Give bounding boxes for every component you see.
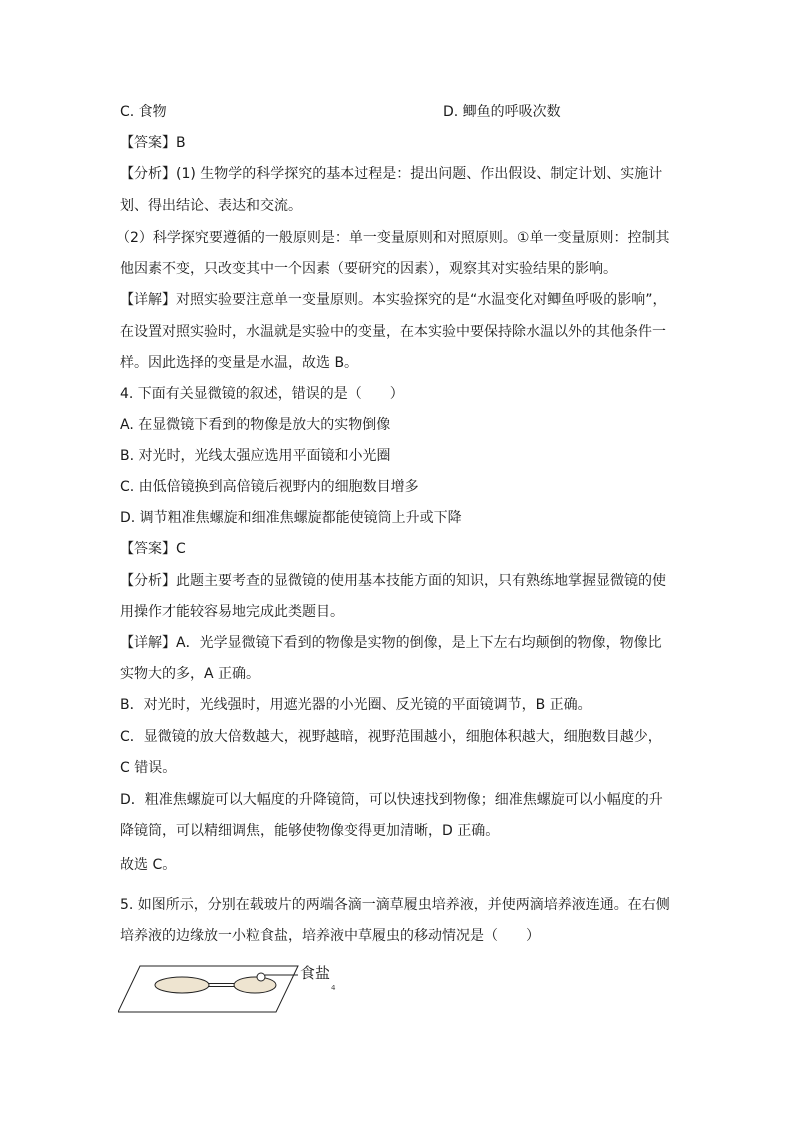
q4-option-b: B. 对光时，光线太强应选用平面镜和小光圈 bbox=[120, 448, 391, 464]
q4-detail-line-5: C 错误。 bbox=[120, 760, 177, 776]
q4-detail-line-4: C．显微镜的放大倍数越大，视野越暗，视野范围越小，细胞体积越大，细胞数目越少， bbox=[120, 729, 662, 745]
q4-conclusion: 故选 C。 bbox=[120, 857, 177, 873]
figure-mark: 4 bbox=[331, 984, 336, 992]
q5-stem-line-2: 培养液的边缘放一小粒食盐，培养液中草履虫的移动情况是（ ） bbox=[120, 928, 540, 944]
q3-analysis-line-1: 【分析】(1) 生物学的科学探究的基本过程是：提出问题、作出假设、制定计划、实施计 bbox=[120, 166, 663, 182]
q4-detail-line-7: 降镜筒，可以精细调焦，能够使物像变得更加清晰，D 正确。 bbox=[120, 823, 500, 839]
q3-answer: 【答案】B bbox=[120, 135, 186, 151]
q4-analysis-line-1: 【分析】此题主要考查的显微镜的使用基本技能方面的知识，只有熟练地掌握显微镜的使 bbox=[120, 573, 666, 589]
q4-detail-line-1: 【详解】A．光学显微镜下看到的物像是实物的倒像，是上下左右均颠倒的物像，物像比 bbox=[120, 635, 662, 651]
q4-stem: 4. 下面有关显微镜的叙述，错误的是（ ） bbox=[120, 386, 404, 402]
q4-option-d: D. 调节粗准焦螺旋和细准焦螺旋都能使镜筒上升或下降 bbox=[120, 510, 462, 526]
q4-option-c: C. 由低倍镜换到高倍镜后视野内的细胞数目增多 bbox=[120, 479, 419, 495]
q4-detail-line-3: B．对光时，光线强时，用遮光器的小光圈、反光镜的平面镜调节，B 正确。 bbox=[120, 697, 592, 713]
left-culture-drop bbox=[155, 977, 209, 993]
q3-analysis-line-2: 划、得出结论、表达和交流。 bbox=[120, 198, 302, 214]
q5-stem-line-1: 5. 如图所示，分别在载玻片的两端各滴一滴草履虫培养液，并使两滴培养液连通。在右侧 bbox=[120, 897, 670, 913]
q3-detail-line-2: 在设置对照实验时，水温就是实验中的变量，在本实验中要保持除水温以外的其他条件一 bbox=[120, 324, 666, 340]
q3-detail-line-1: 【详解】对照实验要注意单一变量原则。本实验探究的是“水温变化对鲫鱼呼吸的影响”， bbox=[120, 292, 667, 308]
salt-grain bbox=[257, 973, 265, 981]
q4-option-a: A. 在显微镜下看到的物像是放大的实物倒像 bbox=[120, 417, 391, 433]
q4-answer: 【答案】C bbox=[120, 541, 186, 557]
q3-option-c: C. 食物 bbox=[120, 104, 167, 120]
q3-detail-line-3: 样。因此选择的变量是水温，故选 B。 bbox=[120, 355, 359, 371]
q4-analysis-line-2: 用操作才能较容易地完成此类题目。 bbox=[120, 604, 344, 620]
q3-analysis-line-4: 他因素不变，只改变其中一个因素（要研究的因素），观察其对实验结果的影响。 bbox=[120, 261, 617, 277]
right-culture-drop bbox=[234, 977, 276, 993]
q4-detail-line-2: 实物大的多，A 正确。 bbox=[120, 666, 261, 682]
q4-detail-line-6: D．粗准焦螺旋可以大幅度的升降镜筒，可以快速找到物像；细准焦螺旋可以小幅度的升 bbox=[120, 792, 663, 808]
q3-option-d: D. 鲫鱼的呼吸次数 bbox=[443, 104, 561, 120]
salt-label: 食盐 bbox=[300, 964, 331, 982]
q3-analysis-line-3: （2）科学探究要遵循的一般原则是：单一变量原则和对照原则。①单一变量原则：控制其 bbox=[116, 230, 670, 246]
